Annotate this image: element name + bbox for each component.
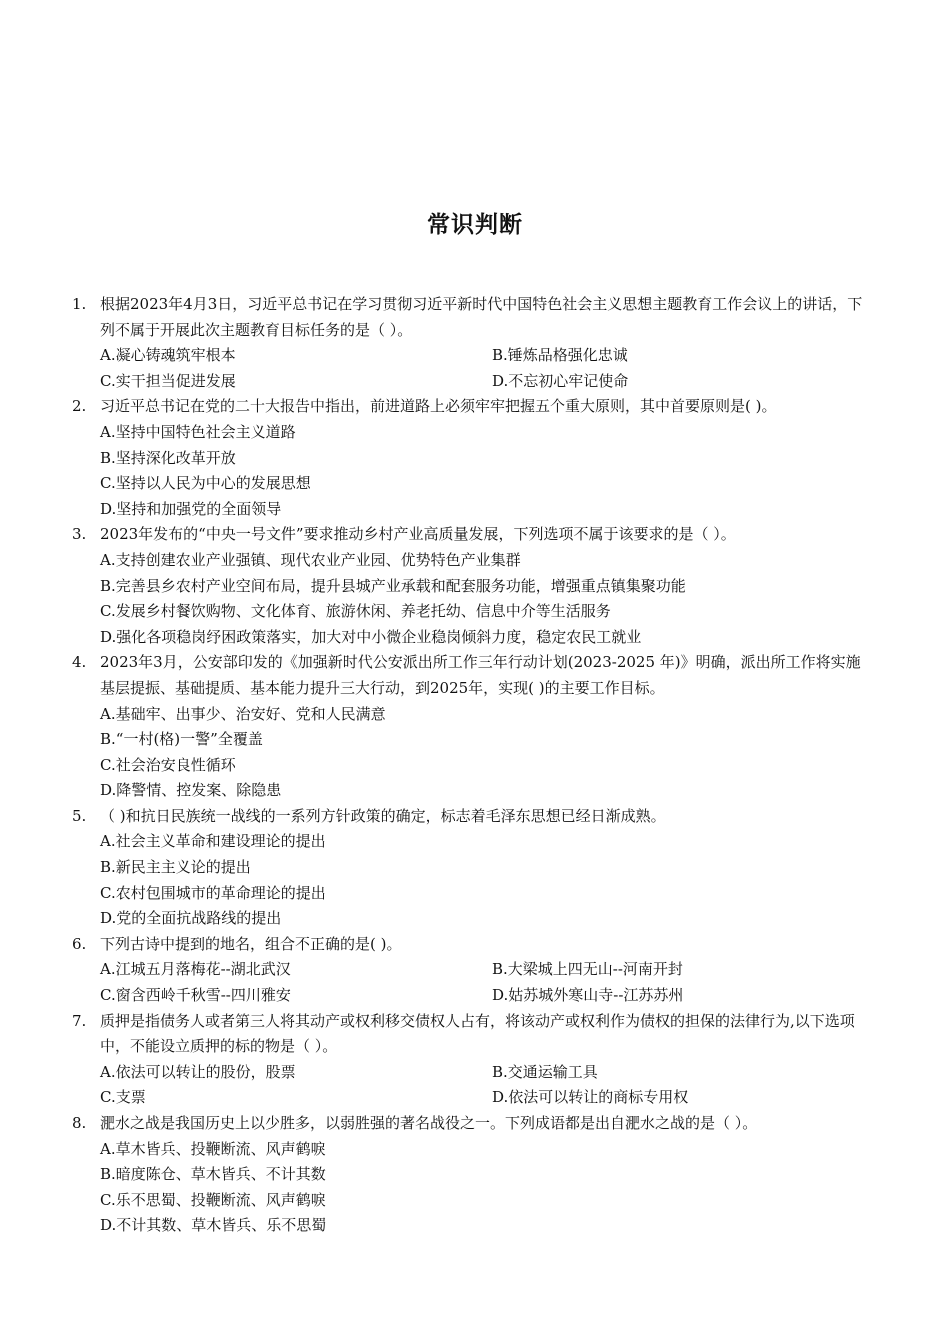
question-number: 3. bbox=[72, 525, 87, 544]
question-4 bbox=[72, 650, 872, 804]
question-stem: 下列古诗中提到的地名，组合不正确的是( )。 bbox=[100, 934, 402, 953]
option-c: C.支票 bbox=[100, 1088, 146, 1107]
option-c: C.乐不思蜀、投鞭断流、风声鹤唳 bbox=[100, 1190, 326, 1209]
option-b: B.完善县乡农村产业空间布局，提升县城产业承载和配套服务功能，增强重点镇集聚功能 bbox=[100, 576, 686, 595]
option-d: D.降警情、控发案、除隐患 bbox=[100, 781, 282, 800]
question-stem: 根据2023年4月3日，习近平总书记在学习贯彻习近平新时代中国特色社会主义思想主题教育工作会议上的讲话，下列不属于开展此次主题教育目标任务的是（ ）。 bbox=[100, 295, 863, 339]
option-c: C.社会治安良性循环 bbox=[100, 755, 236, 774]
question-number: 4. bbox=[72, 653, 87, 672]
question-number: 6. bbox=[72, 934, 87, 953]
question-stem: 习近平总书记在党的二十大报告中指出，前进道路上必须牢牢把握五个重大原则，其中首要原则是( )。 bbox=[100, 397, 777, 416]
option-a: A.凝心铸魂筑牢根本 bbox=[100, 346, 236, 365]
question-number: 7. bbox=[72, 1011, 87, 1030]
page-title: 常识判断 bbox=[427, 212, 523, 238]
option-d: D.不计其数、草木皆兵、乐不思蜀 bbox=[100, 1216, 327, 1235]
option-a: A.江城五月落梅花--湖北武汉 bbox=[100, 960, 291, 979]
option-b: B.锤炼品格强化忠诚 bbox=[492, 346, 628, 365]
question-stem: 2023年3月，公安部印发的《加强新时代公安派出所工作三年行动计划(2023-2025 年)》明确，派出所工作将实施基层提振、基础提质、基本能力提升三大行动，到2025年，实现( )的主要工作目标。 bbox=[100, 653, 861, 697]
option-b: B.新民主主义论的提出 bbox=[100, 858, 251, 877]
question-1 bbox=[72, 292, 872, 394]
question-stem: 质押是指债务人或者第三人将其动产或权利移交债权人占有，将该动产或权利作为债权的担保的法律行为,以下选项中，不能设立质押的标的物是（ ）。 bbox=[100, 1011, 855, 1056]
question-stem: （ )和抗日民族统一战线的一系列方针政策的确定，标志着毛泽东思想已经日渐成熟。 bbox=[100, 806, 666, 825]
option-d: D.党的全面抗战路线的提出 bbox=[100, 909, 282, 928]
question-6 bbox=[72, 932, 872, 1009]
option-d: D.姑苏城外寒山寺--江苏苏州 bbox=[492, 986, 684, 1005]
option-c: C.坚持以人民为中心的发展思想 bbox=[100, 474, 311, 493]
question-2 bbox=[72, 394, 872, 522]
question-3 bbox=[72, 522, 872, 650]
option-d: D.坚持和加强党的全面领导 bbox=[100, 499, 282, 518]
question-8 bbox=[72, 1111, 872, 1239]
question-number: 2. bbox=[72, 397, 87, 416]
option-a: A.支持创建农业产业强镇、现代农业产业园、优势特色产业集群 bbox=[100, 550, 521, 569]
option-c: C.实干担当促进发展 bbox=[100, 371, 236, 390]
option-c: C.农村包围城市的革命理论的提出 bbox=[100, 883, 326, 902]
option-a: A.坚持中国特色社会主义道路 bbox=[100, 422, 296, 441]
question-number: 8. bbox=[72, 1114, 87, 1132]
option-a: A.依法可以转让的股份，股票 bbox=[100, 1062, 296, 1081]
option-b: B.坚持深化改革开放 bbox=[100, 448, 236, 467]
option-a: A.草木皆兵、投鞭断流、风声鹤唳 bbox=[100, 1139, 326, 1158]
option-c: C.窗含西岭千秋雪--四川雅安 bbox=[100, 986, 291, 1005]
question-7 bbox=[72, 1009, 872, 1111]
question-stem: 淝水之战是我国历史上以少胜多，以弱胜强的著名战役之一。下列成语都是出自淝水之战的是（ ）。 bbox=[100, 1114, 758, 1132]
option-b: B.“一村(格)一警”全覆盖 bbox=[100, 730, 263, 749]
option-d: D.不忘初心牢记使命 bbox=[492, 371, 629, 390]
option-b: B.交通运输工具 bbox=[492, 1062, 598, 1081]
question-number: 1. bbox=[72, 295, 87, 313]
option-a: A.社会主义革命和建设理论的提出 bbox=[100, 832, 326, 851]
option-b: B.大梁城上四无山--河南开封 bbox=[492, 960, 683, 979]
option-b: B.暗度陈仓、草木皆兵、不计其数 bbox=[100, 1165, 326, 1184]
option-c: C.发展乡村餐饮购物、文化体育、旅游休闲、养老托幼、信息中介等生活服务 bbox=[100, 602, 611, 621]
question-list bbox=[72, 292, 872, 1239]
question-stem: 2023年发布的“中央一号文件”要求推动乡村产业高质量发展，下列选项不属于该要求的是（ ）。 bbox=[100, 525, 736, 544]
option-d: D.依法可以转让的商标专用权 bbox=[492, 1088, 689, 1107]
question-number: 5. bbox=[72, 806, 87, 825]
option-d: D.强化各项稳岗纾困政策落实，加大对中小微企业稳岗倾斜力度，稳定农民工就业 bbox=[100, 627, 642, 646]
option-a: A.基础牢、出事少、治安好、党和人民满意 bbox=[100, 704, 386, 723]
question-5 bbox=[72, 804, 872, 932]
